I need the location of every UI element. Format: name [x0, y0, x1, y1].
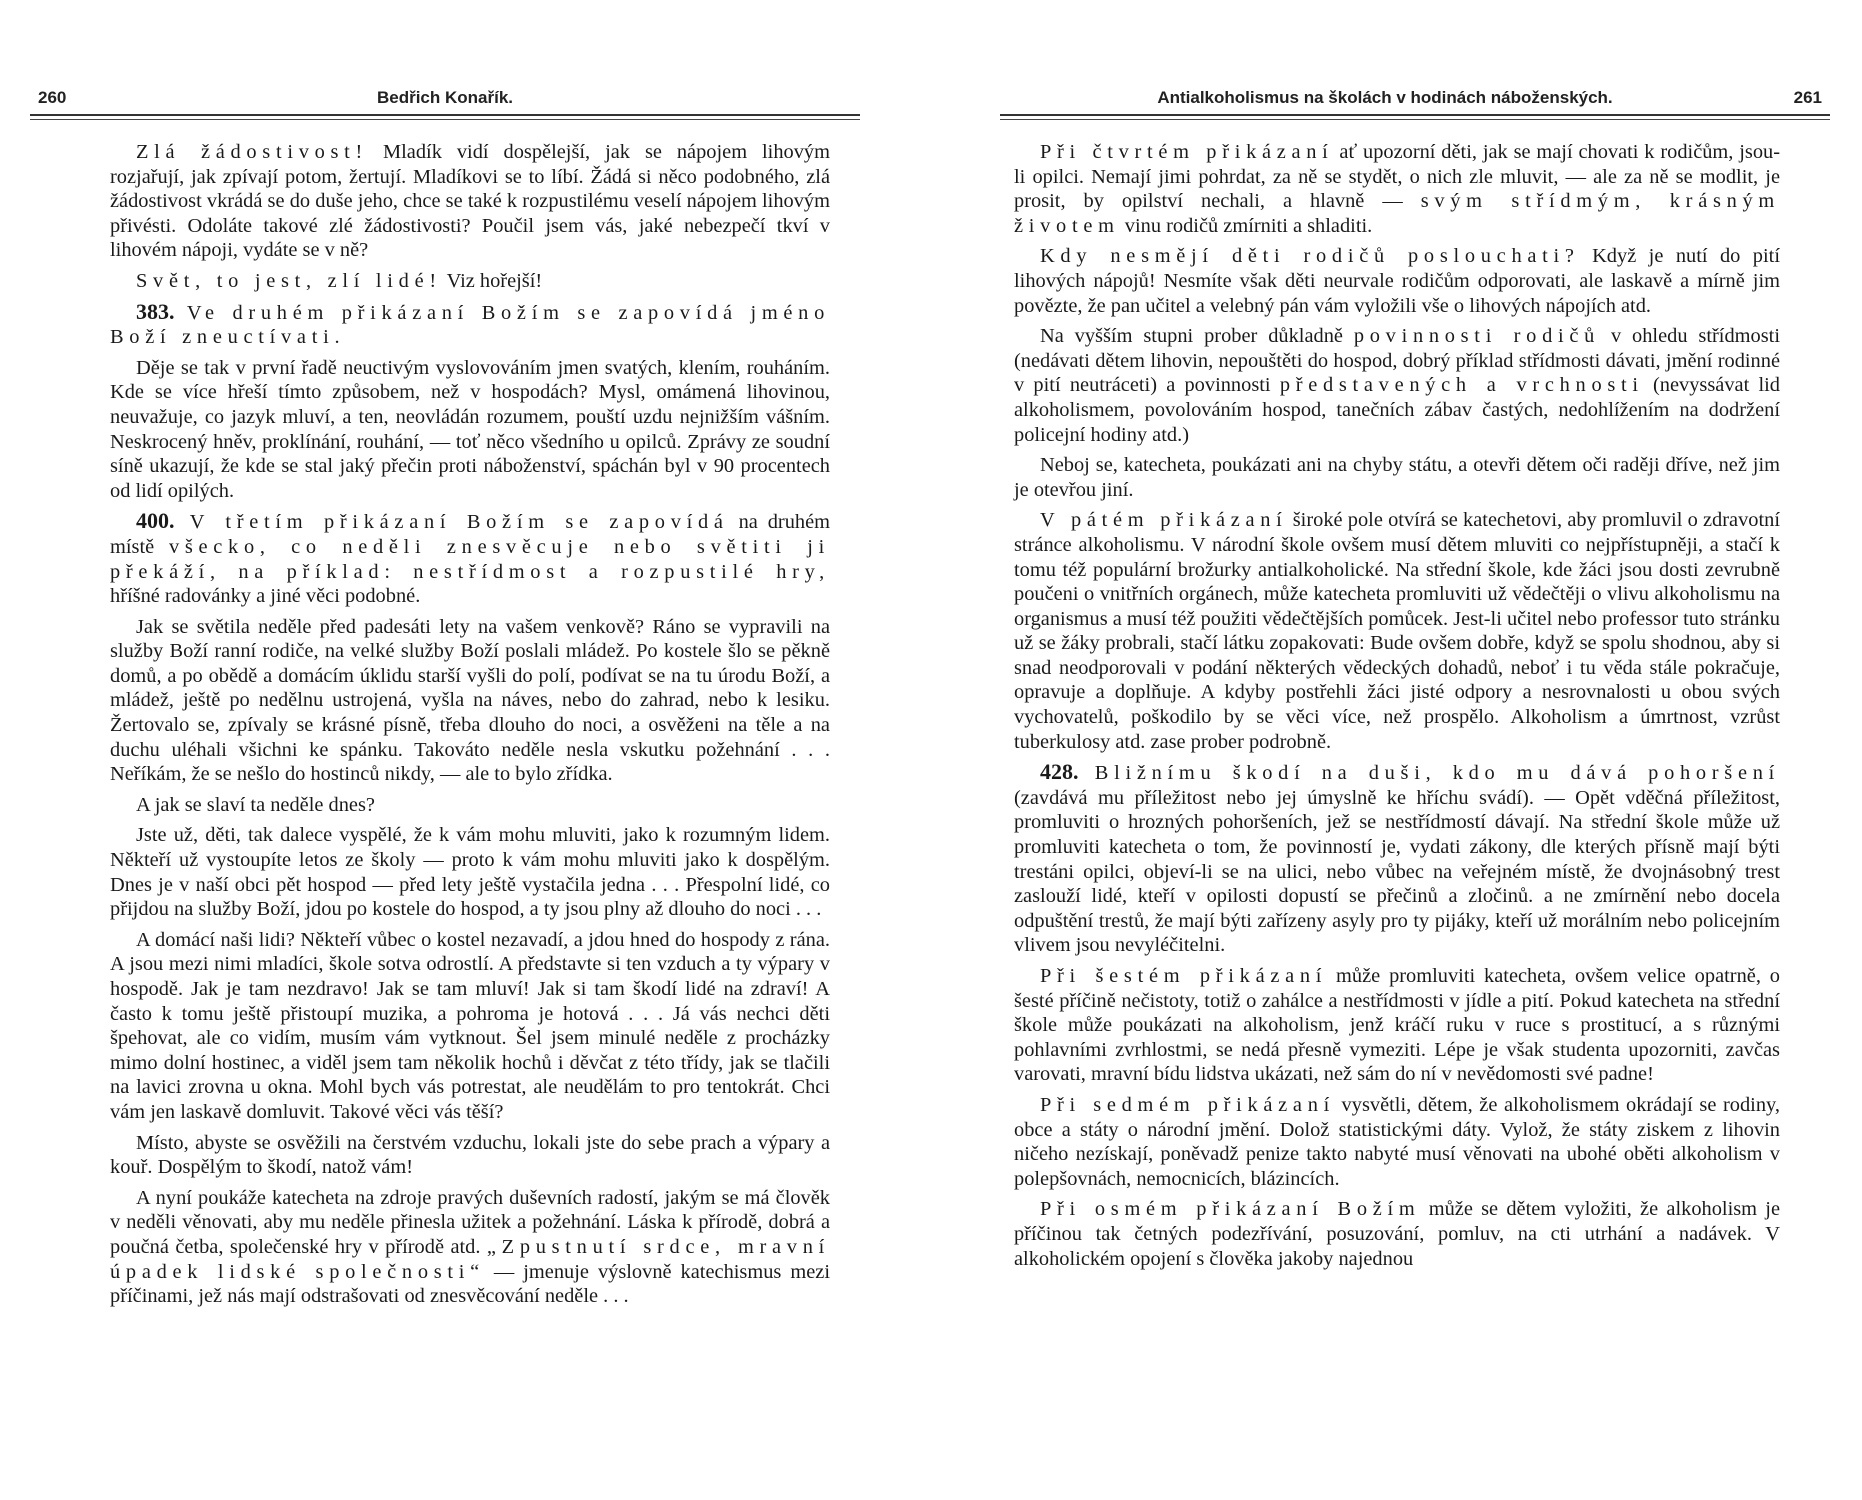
text-run: Jak se světila neděle před padesáti lety na vašem venkově? Ráno se vypravili na služby Boží ranní rodiče, na velké služby Boží poslali mládež. Po kostele šlo se pěkně domů, a po obědě a domácím úklidu starší vyšli do polí, podívat se na tu úrodu Boží, a mládež, ještě po nedělnu ustrojená, vyšla na náves, nebo do zahrad, nebo k lesiku. Žertovalo se, zpívaly se krásné písně, třeba dlouho do noci, a osvěženi na těle a na duchu uléhali všichni ke spánku. Takováto neděle nesla vskutku požehnání . . . Neříkám, že se nešlo do hostinců nikdy, — ale to bylo zřídka.: [110, 615, 830, 786]
spaced-emphasis: Při osmém přikázaní Božím: [1040, 1198, 1421, 1221]
text-run: Jste už, děti, tak dalece vyspělé, že k vám mohu mluviti, jako k rozumným lidem. Někteří už vystoupíte letos ze školy — proto k vám mohu mluviti jako k dospělým. Dnes je v naší obci pět hospod — před lety ještě vystačila jedna . . . Přespolní lidé, co přijdou na služby Boží, jdou po kostele do hospod, a ty jsou plny až dlouho do noci . . .: [110, 824, 830, 921]
paragraph: [1014, 964, 1780, 1087]
text-run: v ohledu střídmosti (nedávati dětem lihovin, nepouštěti do hospod, dobrý příklad střídmosti dávati, jmění rodinné v pití neutráceti) a povinnosti: [1014, 325, 1780, 397]
paragraph: [110, 356, 830, 504]
text-run: A domácí naši lidi? Někteří vůbec o kostel nezavadí, a jdou hned do hospody z rána. A jsou mezi nimi mladíci, škole sotva odrostlí. A představte si ten vzduch a ty výpary v hospodě. Jak je tam nezdravo! Jak se tam mluví! Jak si tam škodí lidé na zdraví! A často k tomu ještě přistoupí muzika, a pohroma je hotová . . . Já vás nechci děti špehovat, ale co vidím, musím vám vytknout. Šel jsem minulé neděle z procházky mimo dolní hostinec, a viděl jsem tam několik hochů i děvčat z této třídy, jak se tlačili na lavici zrovna u okna. Mohl bych vás potrestat, ale neudělám to pro tentokrát. Chci vám jen laskavě domluvit. Takové věci vás těší?: [110, 928, 830, 1123]
text-run: hříšné radovánky a jiné věci podobné.: [110, 585, 421, 608]
paragraph: [110, 793, 830, 818]
text-run: vinu rodičů zmírniti a shladiti.: [1119, 214, 1373, 237]
text-run: A nyní poukáže katecheta na zdroje pravých duševních radostí, jakým se má člověk v neděli věnovati, aby mu neděle přinesla užitek a požehnání. Láska k přírodě, dobrá a poučná četba, společenské hry v přírodě atd.: [110, 1186, 830, 1258]
paragraph: [1014, 244, 1780, 318]
left-page: [30, 0, 860, 1500]
header-rule-thin: [30, 119, 860, 120]
text-run: (nevyssávat lid alkoholismem, povolováním hospod, tanečních zábav častých, nedohlížením na dodržení policejní hodiny atd.): [1014, 374, 1780, 446]
text-run: Když je nutí do pití lihových nápojů! Nesmíte však děti neurvale rodičům odporovati, ale laskavě a mírně jim povězte, že pan učitel a velebný pán vám vyložili vše o lihových nápojích atd.: [1014, 245, 1780, 317]
running-title: Bedřich Konařík.: [376, 88, 514, 107]
paragraph: [1014, 1093, 1780, 1191]
spaced-emphasis: V pátém přikázaní: [1040, 509, 1288, 532]
text-run: Na vyšším stupni prober důkladně: [1040, 325, 1354, 348]
text-run: Mladík vidí dospělejší, jak se nápojem lihovým rozjařují, jak zpívají potom, žertují. Mladíkovi se to líbí. Žádá si něco podobného, zlá žádostivost vkrádá se do duše jeho, chce se také k rozpustilému veselí nápojem lihovým přivésti. Odoláte takové zlé žádostivosti? Poučil jsem vás, jaké nebezpečí tkví v lihovém nápoji, vydáte se v ně?: [110, 141, 830, 262]
paragraph: [110, 509, 830, 608]
spaced-emphasis: Bližnímu škodí na duši, kdo mu dává pohoršení: [1078, 762, 1780, 785]
paragraph: [110, 615, 830, 787]
header-rule: [30, 114, 860, 116]
running-title: Antialkoholismus na školách v hodinách náboženských.: [1157, 88, 1613, 107]
paragraph: [1014, 508, 1780, 754]
spaced-emphasis: „Zpustnutí srdce, mravní úpadek lidské společnosti“: [110, 1235, 830, 1283]
spaced-emphasis: všecko, co neděli znesvěcuje nebo světiti ji překáží, na příklad: nestřídmost a rozpustilé hry,: [110, 535, 831, 583]
spaced-emphasis: Kdy nesmějí děti rodičů poslouchati?: [1040, 245, 1580, 268]
paragraph: [110, 823, 830, 921]
spaced-emphasis: Při čtvrtém přikázaní: [1040, 141, 1334, 163]
text-run: — jmenuje výslovně katechismus mezi příčinami, jež nás mají odstrašovati od znesvěcování neděle . . .: [110, 1260, 830, 1308]
spaced-emphasis: Při šestém přikázaní: [1040, 965, 1328, 987]
paragraph: [110, 928, 830, 1125]
paragraph: [110, 300, 830, 350]
spaced-emphasis: V třetím přikázaní Božím se zapovídá: [174, 511, 729, 534]
spaced-emphasis: Svět, to jest, zlí lidé!: [136, 269, 442, 292]
paragraph-number: 400.: [136, 508, 175, 534]
right-page-header: [1000, 88, 1830, 112]
text-run: široké pole otvírá se katechetovi, aby promluvil o zdravotní stránce alkoholismu. V národní škole ovšem musí dětem mluviti co nejpřístupněji, a stačí k tomu též populární brožurky antialkoholické. Na střední škole, kde žáci jsou dosti zevrubně poučeni o vnitřních orgánech, může katecheta promluviti už vědečtěji o vlivu alkoholismu na organismus a musí též použiti vědečtějších pomůcek. Jest-li učitel nebo professor tuto stránku už se žáky probrali, stačí látku zopakovati: Bude ovšem dobře, když se spolu shodnou, aby si snad neodporovali v podání některých vědeckých dohadů, neboť i tu věda stále pokračuje, opravuje a doplňuje. A kdyby postřehli žáci jisté odpory a nesrovnalosti u obou svých vychovatelů, poškodilo by se věci více, než prospělo. Alkoholism a úmrtnost, vzrůst tuberkulosy atd. zase prober podrobně.: [1014, 509, 1780, 753]
text-run: Neboj se, katecheta, poukázati ani na chyby státu, a otevři dětem oči raději dříve, než jim je otevřou jiní.: [1014, 454, 1780, 501]
paragraph: [110, 269, 830, 294]
text-run: vysvětli, dětem, že alkoholismem okrádají se rodiny, obce a státy o národní jmění. Dolož statistickými dáty. Vylož, že státy ziskem z lihovin ničeho nezískají, poněvadž penize takto nabyté musí věnovati na ubohé oběti alkoholism v polepšovnách, nemocnicích, blázincích.: [1014, 1093, 1780, 1190]
text-run: (zavdává mu příležitost nebo jej úmyslně ke hříchu svádí). — Opět vděčná příležitost, promluviti o hrozných pohoršeních, jež se nestřídmostí dávají. Na střední škole může už promluviti katecheta o tom, že povinností je, vydati zákony, dle kterých přísně mají býti trestáni opilci, objeví-li se na ulici, nebo vůbec na veřejném místě, že dvojnásobný trest zaslouží lidé, kteří v opilosti dopustí se přečinů a zločinů. a ne zmírnění nebo docela odpuštění trestů, že mají býti zařízeny asyly pro ty pijáky, kteří už morálním nebo policejním vlivem jsou nevyléčitelni.: [1014, 786, 1780, 957]
left-page-header: [30, 88, 860, 112]
paragraph-number: 428.: [1040, 759, 1079, 785]
spaced-emphasis: povinnosti rodičů: [1353, 325, 1601, 348]
text-run: Děje se tak v první řadě neuctivým vyslovováním jmen svatých, klením, rouháním. Kde se více hřeší tímto způsobem, než v hospodách? Mysl, omámená lihovinou, neuvažuje, co jazyk mluví, a ten, neovládán rozumem, pouští uzdu nejnižším vášním. Neskrocený hněv, proklínání, rouhání, — toť něco všedního u opilců. Zprávy ze soudní síně ukazují, že kde se stal jaký přečin proti náboženství, spáchán byl v 90 procentech od lidí opilých.: [110, 356, 830, 502]
paragraph: [1014, 1197, 1780, 1271]
paragraph: [1014, 140, 1780, 238]
text-run: ať upozorní děti, jak se mají chovati k rodičům, jsou-li opilci. Nemají jimi pohrdat, za ně se stydět, o nich zle mluvit, — ale za ně se modlit, je prosit, by opilství nechali, a hlavně —: [1014, 141, 1781, 213]
paragraph: [1014, 453, 1780, 502]
text-run: Viz hořejší!: [441, 269, 543, 292]
left-page-body: [110, 140, 830, 1315]
right-page: [1000, 0, 1830, 1500]
paragraph: [1014, 324, 1780, 447]
page-number: 261: [1793, 88, 1822, 107]
spaced-emphasis: Zlá žádostivost!: [136, 141, 369, 163]
right-page-body: [1014, 140, 1780, 1277]
paragraph: [1014, 760, 1780, 958]
text-run: na druhém místě: [110, 511, 830, 558]
paragraph: [110, 140, 830, 263]
spaced-emphasis: svým střídmým, krásným životem: [1014, 190, 1780, 237]
text-run: může promluviti katecheta, ovšem velice opatrně, o šesté příčině nečistoty, totiž o zahálce a nestřídmosti v jídle a pití. Pokud katecheta na střední škole může poukázati na alkoholism, jenž kráčí ruku v ruce s prostitucí, a s různými pohlavními zvrhlostmi, se nedá přesně vymeziti. Lépe je však studenta upozorniti, zavčas varovati, mravní bídu lidstva ukázati, než sám do ní v nevědomosti své padne!: [1014, 965, 1780, 1086]
paragraph: [110, 1186, 830, 1309]
text-run: A jak se slaví ta neděle dnes?: [136, 793, 375, 816]
paragraph-number: 383.: [136, 298, 175, 324]
page-number: 260: [38, 88, 67, 107]
text-run: může se dětem vyložiti, že alkoholism je příčinou tak četných podezřívání, posuzování, pomluv, na cti utrhání a nadávek. V alkoholickém opojení s člověka jakoby najednou: [1014, 1198, 1780, 1270]
header-rule-thin: [1000, 119, 1830, 120]
spaced-emphasis: Při sedmém přikázaní: [1040, 1093, 1335, 1116]
paragraph: [110, 1131, 830, 1180]
spaced-emphasis: Ve druhém přikázaní Božím se zapovídá jméno Boží zneuctívati.: [110, 301, 830, 349]
header-rule: [1000, 114, 1830, 116]
spaced-emphasis: představených a vrchnosti: [1279, 374, 1644, 397]
text-run: Místo, abyste se osvěžili na čerstvém vzduchu, lokali jste do sebe prach a výpary a kouř. Dospělým to škodí, natož vám!: [110, 1131, 830, 1179]
